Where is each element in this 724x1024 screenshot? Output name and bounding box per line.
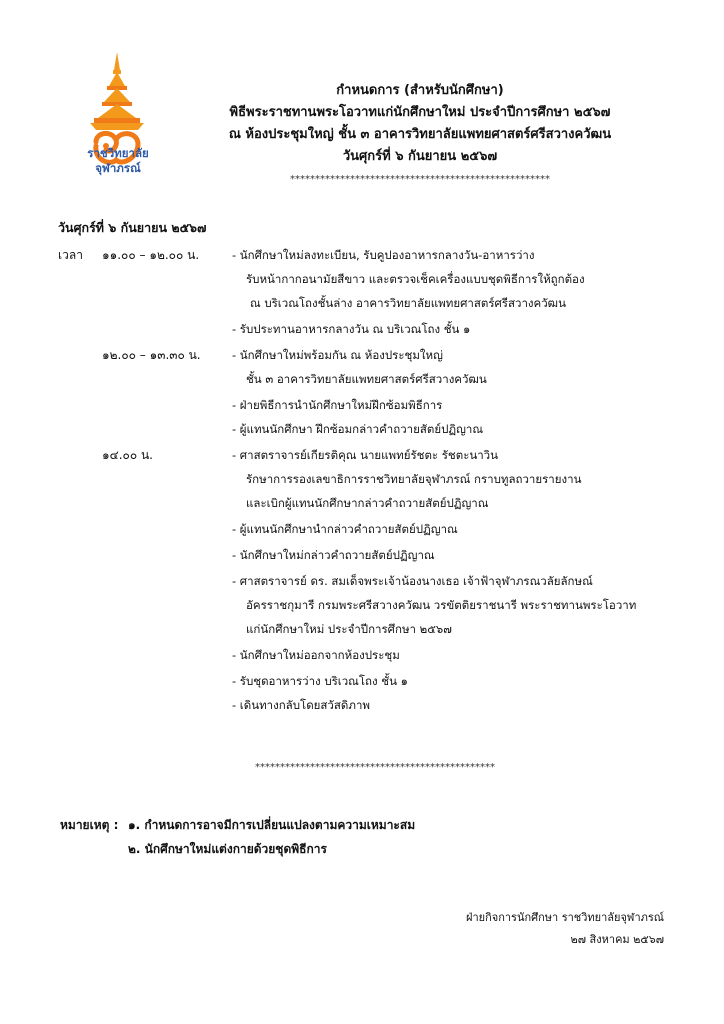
signature-date: ๒๗ สิงหาคม ๒๕๖๗ <box>570 933 664 946</box>
schedule-line: - รับประทานอาหารกลางวัน ณ บริเวณโถง ชั้น ๑ <box>232 322 471 336</box>
notes-label: หมายเหตุ : <box>60 818 119 832</box>
note-item-2: ๒. นักศึกษาใหม่แต่งกายด้วยชุดพิธีการ <box>128 842 327 856</box>
slot-time-3: ๑๔.๐๐ น. <box>102 448 153 462</box>
schedule-line: ณ บริเวณโถงชั้นล่าง อาคารวิทยาลัยแพทยศาสตร์ศรีสวางควัฒน <box>250 296 566 310</box>
time-label: เวลา <box>58 248 83 262</box>
schedule-line: - นักศึกษาใหม่ลงทะเบียน, รับคูปองอาหารกลางวัน-อาหารว่าง <box>232 248 535 262</box>
schedule-line: - ศาสตราจารย์เกียรติคุณ นายแพทย์รัชตะ รัชตะนาวิน <box>232 448 499 462</box>
header-divider-stars: **************************************************** <box>290 174 550 185</box>
schedule-line: - ผู้แทนนักศึกษานำกล่าวคำถวายสัตย์ปฏิญาณ <box>232 522 458 536</box>
schedule-line: รักษาการรองเลขาธิการราชวิทยาลัยจุฬาภรณ์ กราบทูลถวายรายงาน <box>246 472 582 486</box>
schedule-line: - นักศึกษาใหม่กล่าวคำถวายสัตย์ปฏิญาณ <box>232 548 435 562</box>
schedule-line: ชั้น ๓ อาคารวิทยาลัยแพทยศาสตร์ศรีสวางควัฒน <box>246 372 487 386</box>
schedule-line: อัครราชกุมารี กรมพระศรีสวางควัฒน วรขัตติยราชนารี พระราชทานพระโอวาท <box>246 598 637 612</box>
schedule-line: - ศาสตราจารย์ ดร. สมเด็จพระเจ้าน้องนางเธอ เจ้าฟ้าจุฬาภรณวลัยลักษณ์ <box>232 574 593 588</box>
header-ceremony: พิธีพระราชทานพระโอวาทแก่นักศึกษาใหม่ ประจำปีการศึกษา ๒๕๖๗ <box>229 105 611 120</box>
schedule-line: - เดินทางกลับโดยสวัสดิภาพ <box>232 698 370 712</box>
header-date: วันศุกร์ที่ ๖ กันยายน ๒๕๖๗ <box>342 149 498 164</box>
header-venue: ณ ห้องประชุมใหญ่ ชั้น ๓ อาคารวิทยาลัยแพทยศาสตร์ศรีสวางควัฒน <box>228 127 612 142</box>
schedule-line: - นักศึกษาใหม่ออกจากห้องประชุม <box>232 648 400 662</box>
schedule-line: - ผู้แทนนักศึกษา ฝึกซ้อมกล่าวคำถวายสัตย์ปฏิญาณ <box>232 422 484 436</box>
slot-time-2: ๑๒.๐๐ – ๑๓.๓๐ น. <box>102 348 201 362</box>
schedule-line: รับหน้ากากอนามัยสีขาว และตรวจเช็คเครื่องแบบชุดพิธีการให้ถูกต้อง <box>246 272 585 286</box>
schedule-day: วันศุกร์ที่ ๖ กันยายน ๒๕๖๗ <box>58 220 207 235</box>
note-item-1: ๑. กำหนดการอาจมีการเปลี่ยนแปลงตามความเหมาะสม <box>128 818 416 832</box>
logo-text-line2: จุฬาภรณ์ <box>95 161 141 175</box>
schedule-line: แก่นักศึกษาใหม่ ประจำปีการศึกษา ๒๕๖๗ <box>246 622 452 636</box>
schedule-line: - นักศึกษาใหม่พร้อมกัน ณ ห้องประชุมใหญ่ <box>232 348 443 362</box>
slot-time-1: ๑๑.๐๐ – ๑๒.๐๐ น. <box>102 248 200 262</box>
schedule-line: และเบิกผู้แทนนักศึกษากล่าวคำถวายสัตย์ปฏิญาณ <box>246 496 489 510</box>
signature-office: ฝ่ายกิจการนักศึกษา ราชวิทยาลัยจุฬาภรณ์ <box>466 911 664 924</box>
header-title: กำหนดการ (สำหรับนักศึกษา) <box>336 83 504 98</box>
schedule-line: - รับชุดอาหารว่าง บริเวณโถง ชั้น ๑ <box>232 674 408 688</box>
logo-text-line1: ราชวิทยาลัย <box>87 146 149 160</box>
schedule-line: - ฝ่ายพิธีการนำนักศึกษาใหม่ฝึกซ้อมพิธีการ <box>232 398 443 412</box>
end-divider-stars: ************************************************ <box>255 762 495 773</box>
